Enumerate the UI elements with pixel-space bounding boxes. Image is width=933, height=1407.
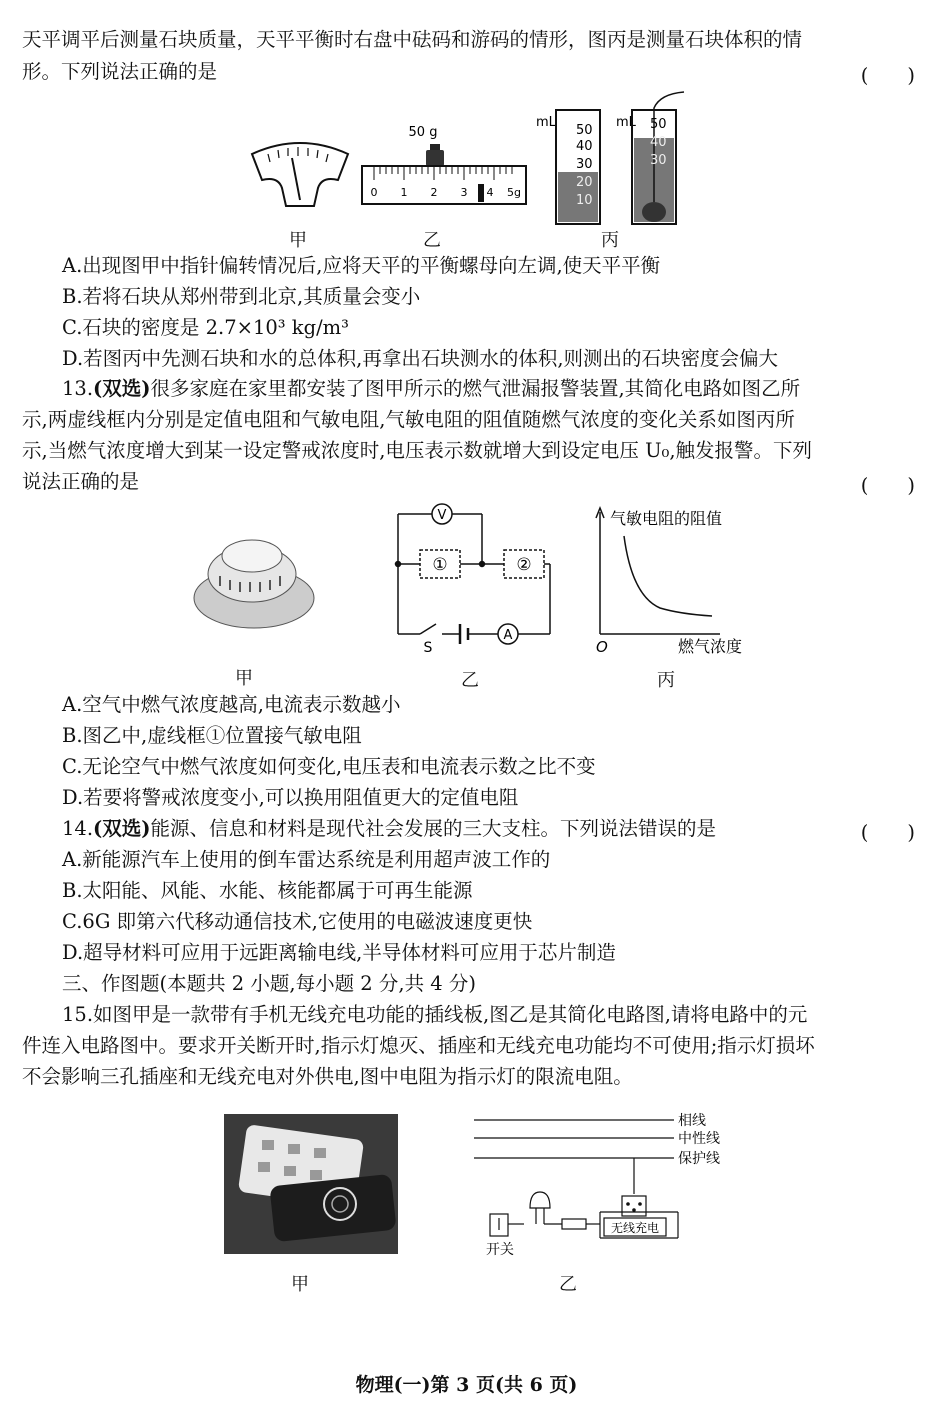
box-2-label: ② (516, 555, 532, 575)
cyl-right-tick-50: 50 (650, 117, 667, 132)
q12-caption-jia: 甲 (289, 230, 307, 251)
graph-x-label: 燃气浓度 (678, 637, 743, 656)
weight-and-scale-figure (362, 125, 526, 204)
scale-tick-3: 3 (460, 186, 468, 199)
gas-detector-photo (194, 540, 314, 628)
graph-y-label: 气敏电阻的阻值 (610, 509, 723, 528)
cyl-left-tick-50: 50 (576, 123, 593, 138)
q15-stem-line1: 15.如图甲是一款带有手机无线充电功能的插线板,图乙是其简化电路图,请将电路中的元 (62, 1003, 808, 1026)
q13-caption-bing: 丙 (657, 670, 675, 691)
q14-number: 14. (62, 817, 94, 840)
rider-weight (478, 184, 484, 202)
q13-tag: (双选) (93, 377, 151, 400)
q12-option-b: B.若将石块从郑州带到北京,其质量会变小 (62, 285, 421, 308)
cylinder-unit-left: mL (536, 115, 556, 130)
ammeter-label: A (503, 628, 513, 643)
switch-label: S (423, 640, 433, 656)
cyl-left-tick-10: 10 (576, 193, 593, 208)
cyl-left-tick-30: 30 (576, 157, 593, 172)
q15-stem-line2: 件连入电路图中。要求开关断开时,指示灯熄灭、插座和无线充电功能均不可使用;指示灯损坏 (22, 1034, 815, 1057)
q12-stem-line2: 形。下列说法正确的是 (22, 60, 218, 83)
q14-option-b: B.太阳能、风能、水能、核能都属于可再生能源 (62, 879, 473, 902)
q13-option-a: A.空气中燃气浓度越高,电流表示数越小 (62, 693, 401, 716)
q14-stem (62, 817, 914, 841)
q13-stem-line3: 示,当燃气浓度增大到某一设定警戒浓度时,电压表示数就增大到设定电压 U₀,触发报警。下列 (22, 439, 813, 462)
scale-tick-5g: 5g (507, 186, 521, 199)
q12-option-c: C.石块的密度是 2.7×10³ kg/m³ (62, 316, 349, 339)
weight-mass-label: 50 g (408, 125, 438, 140)
cyl-left-tick-20: 20 (576, 175, 593, 190)
q13-caption-jia: 甲 (235, 668, 253, 689)
cyl-right-tick-40: 40 (650, 135, 667, 150)
q13-stem-line1 (62, 377, 914, 401)
wire-ground-label: 保护线 (678, 1151, 720, 1167)
page-footer: 物理(一)第 3 页(共 6 页) (355, 1374, 578, 1396)
wire-neutral-label: 中性线 (678, 1131, 720, 1147)
q14-option-d: D.超导材料可应用于远距离输电线,半导体材料可应用于芯片制造 (62, 941, 616, 964)
q13-stem-line4: 说法正确的是 (22, 470, 140, 493)
q14-option-a: A.新能源汽车上使用的倒车雷达系统是利用超声波工作的 (62, 848, 551, 871)
section-3-heading: 三、作图题(本题共 2 小题,每小题 2 分,共 4 分) (62, 972, 477, 995)
q12-option-a: A.出现图甲中指针偏转情况后,应将天平的平衡螺母向左调,使天平平衡 (62, 254, 661, 277)
q15-caption-jia: 甲 (291, 1274, 309, 1295)
cylinder-figure (536, 92, 684, 224)
q15-caption-yi: 乙 (559, 1274, 577, 1295)
scale-tick-0: 0 (370, 186, 378, 199)
scale-tick-2: 2 (430, 186, 438, 199)
cylinder-unit-right: mL (616, 115, 636, 130)
box-1-label: ① (432, 555, 448, 575)
q12-caption-yi: 乙 (423, 230, 441, 251)
q13-option-b: B.图乙中,虚线框①位置接气敏电阻 (62, 724, 362, 747)
balance-pointer-figure (252, 143, 348, 206)
cyl-right-tick-30: 30 (650, 153, 667, 168)
q14-stem-text: 能源、信息和材料是现代社会发展的三大支柱。下列说法错误的是 (150, 817, 716, 840)
power-strip-photo (224, 1114, 398, 1254)
scale-tick-4: 4 (486, 186, 494, 199)
wireless-charger-label: 无线充电 (610, 1221, 660, 1235)
voltmeter-label: V (437, 508, 447, 523)
q14-tag: (双选) (93, 817, 151, 840)
q12-option-d: D.若图丙中先测石块和水的总体积,再拿出石块测水的体积,则测出的石块密度会偏大 (62, 347, 779, 370)
q13-answer-paren: ( ) (860, 474, 915, 497)
q13-stem-text: 很多家庭在家里都安装了图甲所示的燃气泄漏报警装置,其简化电路如图乙所 (150, 377, 801, 400)
q15-figures (218, 1108, 738, 1268)
switch-component-label: 开关 (486, 1242, 514, 1258)
q13-number: 13. (62, 377, 94, 400)
wire-live-label: 相线 (678, 1113, 706, 1129)
resistance-concentration-graph (596, 508, 742, 656)
q15-stem-line3: 不会影响三孔插座和无线充电对外供电,图中电阻为指示灯的限流电阻。 (22, 1065, 633, 1088)
graph-origin-label: O (596, 638, 608, 656)
q13-option-d: D.若要将警戒浓度变小,可以换用阻值更大的定值电阻 (62, 786, 519, 809)
stone (642, 202, 666, 222)
q13-caption-yi: 乙 (461, 670, 479, 691)
q12-stem-line1: 天平调平后测量石块质量，天平平衡时右盘中砝码和游码的情形，图丙是测量石块体积的情 (22, 28, 803, 51)
cyl-left-tick-40: 40 (576, 139, 593, 154)
q14-answer-paren: ( ) (860, 821, 915, 844)
q14-option-c: C.6G 即第六代移动通信技术,它使用的电磁波速度更快 (62, 910, 533, 933)
q13-figures (180, 496, 780, 666)
q12-caption-bing: 丙 (601, 230, 619, 251)
scale-tick-1: 1 (400, 186, 408, 199)
q13-stem-line2: 示,两虚线框内分别是定值电阻和气敏电阻,气敏电阻的阻值随燃气浓度的变化关系如图丙所 (22, 408, 795, 431)
q12-answer-paren: ( ) (860, 64, 915, 87)
q13-option-c: C.无论空气中燃气浓度如何变化,电压表和电流表示数之比不变 (62, 755, 596, 778)
q12-figures (240, 88, 700, 238)
